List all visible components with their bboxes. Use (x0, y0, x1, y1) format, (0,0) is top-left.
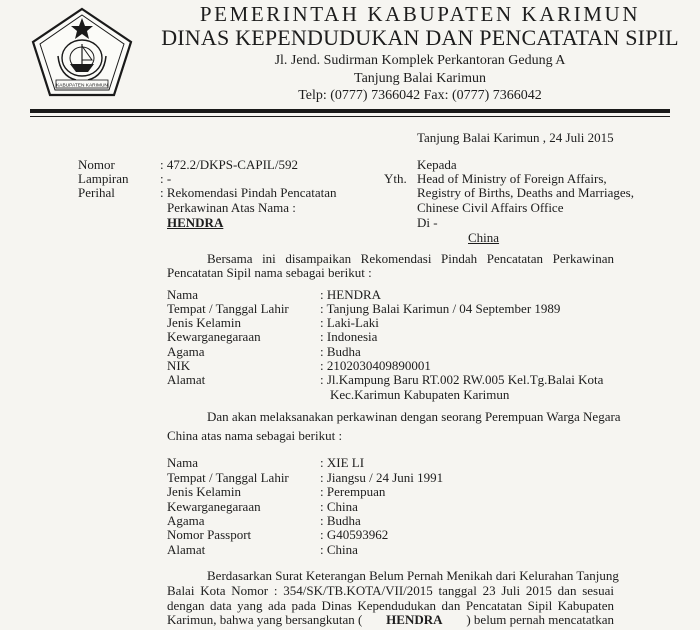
letterhead-rule (30, 109, 670, 113)
middle-line-2: China atas nama sebagai berikut : (167, 428, 343, 443)
letterhead-phone: Telp: (0777) 7366042 Fax: (0777) 7366042 (298, 88, 542, 103)
nomor-value: : 472.2/DKPS-CAPIL/592 (160, 157, 298, 172)
p1-label-gender: Jenis Kelamin (167, 315, 242, 330)
recipient-place: China (468, 230, 500, 245)
lampiran-label: Lampiran (78, 171, 129, 186)
letterhead-agency: DINAS KEPENDUDUKAN DAN PENCATATAN SIPIL (161, 25, 679, 50)
p2-label-nama: Nama (167, 455, 199, 470)
p1-value-nama: : HENDRA (320, 287, 382, 302)
p2-value-religion: : Budha (320, 513, 361, 528)
p1-value-address-2: Kec.Karimun Kabupaten Karimun (330, 387, 510, 402)
p1-label-nationality: Kewarganegaraan (167, 329, 261, 344)
p2-label-religion: Agama (167, 513, 205, 528)
perihal-label: Perihal (78, 185, 115, 200)
p2-value-passport: : G40593962 (320, 527, 389, 542)
p2-value-ttl: : Jiangsu / 24 Juni 1991 (320, 470, 444, 485)
p2-label-passport: Nomor Passport (167, 527, 252, 542)
letterhead-city: Tanjung Balai Karimun (354, 71, 486, 86)
recipient-line-3: Chinese Civil Affairs Office (417, 200, 564, 215)
p1-label-address: Alamat (167, 372, 206, 387)
closing-line-2: Balai Kota Nomor : 354/SK/TB.KOTA/VII/2015 tanggal 23 Juli 2015 dan sesuai (167, 583, 614, 598)
emblem-caption: KABUPATEN KARIMUN (56, 83, 108, 89)
p1-value-religion: : Budha (320, 344, 361, 359)
regency-emblem-icon (30, 6, 134, 98)
p1-label-ttl: Tempat / Tanggal Lahir (167, 301, 289, 316)
p1-value-address: : Jl.Kampung Baru RT.002 RW.005 Kel.Tg.Balai Kota (320, 372, 604, 387)
letter-date: Tanjung Balai Karimun , 24 Juli 2015 (417, 130, 614, 145)
recipient-kepada: Kepada (417, 157, 457, 172)
p2-value-address: : China (320, 542, 358, 557)
perihal-value: : Rekomendasi Pindah Pencatatan (160, 185, 337, 200)
p1-label-nama: Nama (167, 287, 199, 302)
lampiran-value: : - (160, 171, 172, 186)
closing-name: HENDRA (386, 612, 443, 627)
closing-line-4-end: ) belum pernah mencatatkan (466, 612, 614, 627)
closing-line-4-start: Karimun, bahwa yang bersangkutan ( (167, 612, 363, 627)
p1-value-gender: : Laki-Laki (320, 315, 379, 330)
p2-value-nationality: : China (320, 499, 358, 514)
closing-line-3: dengan data yang ada pada Dinas Kependudukan dan Pencatatan Sipil Kabupaten (167, 598, 614, 613)
recipient-yth: Yth. (384, 171, 407, 186)
closing-line-4 (167, 613, 614, 628)
middle-line-1: Dan akan melaksanakan perkawinan dengan seorang Perempuan Warga Negara (207, 409, 621, 424)
recipient-line-1: Head of Ministry of Foreign Affairs, (417, 171, 607, 186)
perihal-name: HENDRA (167, 215, 224, 230)
nomor-label: Nomor (78, 157, 115, 172)
intro-line-2: Pencatatan Sipil nama sebagai berikut : (167, 265, 372, 280)
p2-label-nationality: Kewarganegaraan (167, 499, 261, 514)
p1-value-ttl: : Tanjung Balai Karimun / 04 September 1989 (320, 301, 561, 316)
p1-label-nik: NIK (167, 358, 191, 373)
p1-label-religion: Agama (167, 344, 205, 359)
perihal-value-2: Perkawinan Atas Nama : (167, 200, 296, 215)
p2-label-ttl: Tempat / Tanggal Lahir (167, 470, 289, 485)
p2-value-nama: : XIE LI (320, 455, 365, 470)
letterhead-address: Jl. Jend. Sudirman Komplek Perkantoran Gedung A (274, 53, 566, 68)
p2-label-gender: Jenis Kelamin (167, 484, 242, 499)
letterhead-government: PEMERINTAH KABUPATEN KARIMUN (199, 2, 641, 26)
p1-value-nationality: : Indonesia (320, 329, 378, 344)
p2-value-gender: : Perempuan (320, 484, 386, 499)
letterhead (150, 0, 690, 105)
intro-line-1: Bersama ini disampaikan Rekomendasi Pindah Pencatatan Perkawinan (207, 251, 614, 266)
recipient-di: Di - (417, 215, 438, 230)
letterhead-rule-thin (30, 116, 670, 117)
p1-value-nik: : 2102030409890001 (320, 358, 431, 373)
closing-line-1: Berdasarkan Surat Keterangan Belum Pernah Menikah dari Kelurahan Tanjung (207, 568, 619, 583)
recipient-line-2: Registry of Births, Deaths and Marriages, (417, 185, 634, 200)
p2-label-address: Alamat (167, 542, 206, 557)
